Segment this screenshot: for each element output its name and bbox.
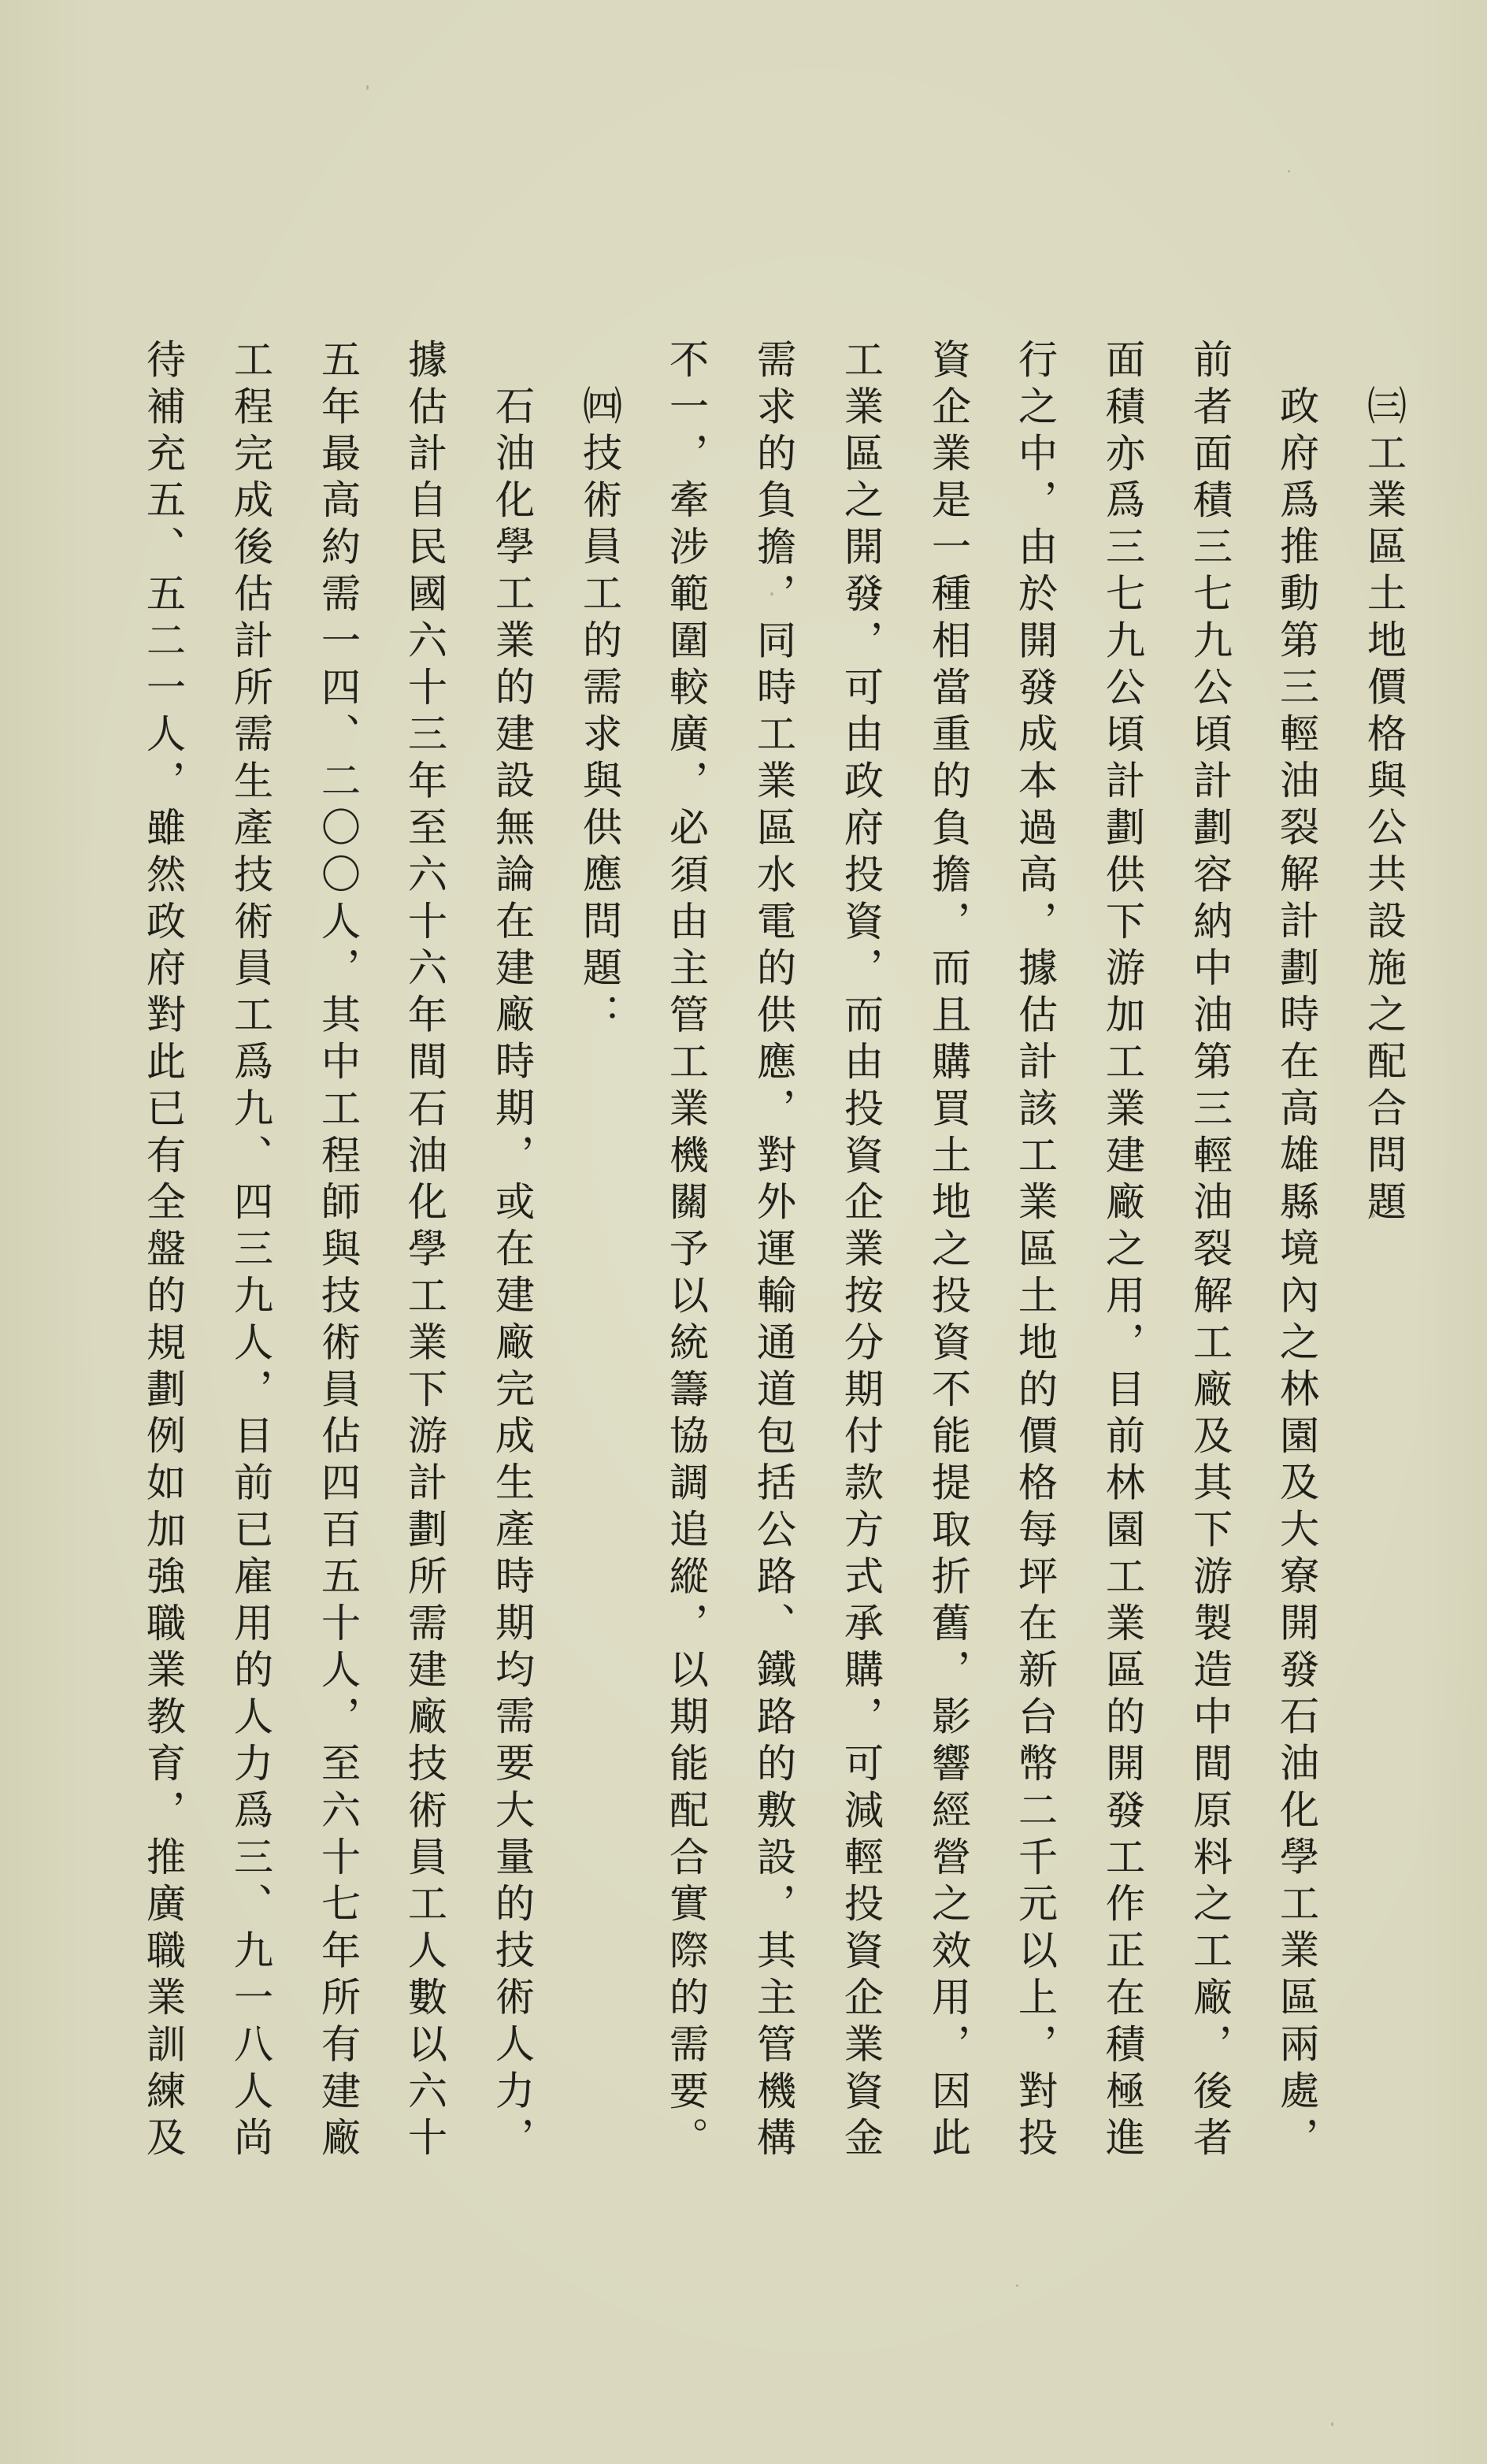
paper-speck <box>1288 170 1290 173</box>
paragraph-line: 工程完成後估計所需生產技術員工爲九、四三九人，目前已雇用的人力爲三、九一八人尚 <box>228 339 273 2164</box>
paragraph-line: 五年最高約需一四、二〇〇人，其中工程師與技術員佔四百五十人，至六十七年所有建廠 <box>315 339 361 2164</box>
paragraph-line: 不一，牽涉範圍較廣，必須由主管工業機關予以統籌協調追縱，以期能配合實際的需要。 <box>663 339 709 2164</box>
paper-speck <box>366 85 369 90</box>
paper-speck <box>770 592 773 596</box>
paragraph-line: 待補充五、五二一人，雖然政府對此已有全盤的規劃例如加強職業教育，推廣職業訓練及 <box>140 339 186 2164</box>
paragraph-line: 行之中，由於開發成本過高，據估計該工業區土地的價格每坪在新台幣二千元以上，對投 <box>1012 339 1058 2164</box>
paper-speck <box>1370 1213 1375 1218</box>
paragraph-line: 據估計自民國六十三年至六十六年間石油化學工業下游計劃所需建廠技術員工人數以六十 <box>402 339 447 2164</box>
paragraph-line: 需求的負擔，同時工業區水電的供應，對外運輸通道包括公路、鐵路的敷設，其主管機構 <box>751 339 796 2164</box>
paragraph-line: 政府爲推動第三輕油裂解計劃時在高雄縣境內之林園及大寮開發石油化學工業區兩處， <box>1274 385 1319 2164</box>
paper-speck <box>1016 2284 1018 2287</box>
paragraph-line: 資企業是一種相當重的負擔，而且購買土地之投資不能提取折舊，影響經營之效用，因此 <box>925 339 971 2164</box>
paragraph-line: 石油化學工業的建設無論在建廠時期，或在建廠完成生產時期均需要大量的技術人力， <box>489 385 535 2164</box>
paragraph-line: 前者面積三七九公頃計劃容納中油第三輕油裂解工廠及其下游製造中間原料之工廠，後者 <box>1187 339 1233 2164</box>
section-heading-3: ㈢工業區土地價格與公共設施之配合問題 <box>1361 385 1407 1228</box>
paragraph-line: 面積亦爲三七九公頃計劃供下游加工業建廠之用，目前林園工業區的開發工作正在積極進 <box>1099 339 1145 2164</box>
paragraph-line: 工業區之開發，可由政府投資，而由投資企業按分期付款方式承購，可減輕投資企業資金 <box>838 339 884 2164</box>
paper-speck <box>1331 2422 1333 2426</box>
section-heading-4: ㈣技術員工的需求與供應問題： <box>577 385 622 1041</box>
